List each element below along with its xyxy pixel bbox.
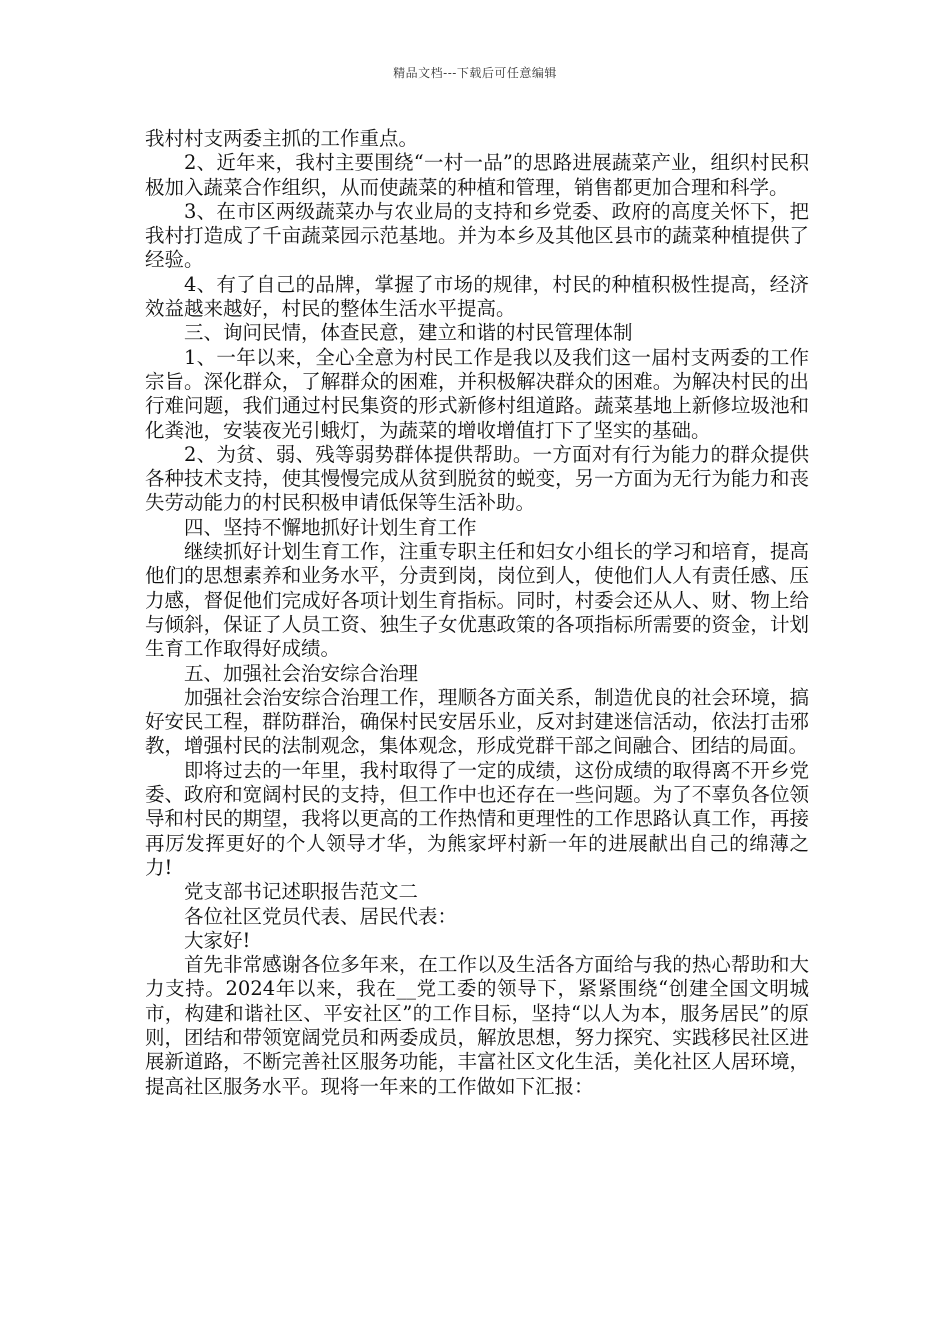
paragraph-continuation: 我村村支两委主抓的工作重点。 <box>145 127 419 150</box>
paragraph-item-2: 2、近年来，我村主要围绕“一村一品”的思路进展蔬菜产业，组织村民积极加入蔬菜合作组织，从而使蔬菜的种植和管理，销售都更加合理和科学。 <box>145 151 809 199</box>
greeting: 大家好! <box>184 928 251 952</box>
paragraph-public-security: 加强社会治安综合治理工作，理顺各方面关系，制造优良的社会环境，搞好安民工程，群防群治，确保村民安居乐业，反对封建迷信活动，依法打击邪教，增强村民的法制观念，集体观念，形成党群干部之间融合、团结的局面。 <box>145 685 809 758</box>
paragraph-family-planning: 继续抓好计划生育工作，注重专职主任和妇女小组长的学习和培育，提高他们的思想素养和业务水平，分责到岗，岗位到人，使他们人人有责任感、压力感，督促他们完成好各项计划生育指标。同时，村委会还从人、财、物上给与倾斜，保证了人员工资、独生子女优惠政策的各项指标所需要的资金，计划生育工作取得好成绩。 <box>145 540 809 661</box>
salutation: 各位社区党员代表、居民代表： <box>184 904 458 928</box>
sample-title-2: 党支部书记述职报告范文二 <box>184 880 419 904</box>
paragraph-item-4: 4、有了自己的品牌，掌握了市场的规律，村民的种植积极性提高，经济效益越来越好，村民的整体生活水平提高。 <box>145 272 809 321</box>
section-heading-3: 三、询问民情，体查民意，建立和谐的村民管理体制 <box>184 321 633 345</box>
paragraph-intro: 首先非常感谢各位多年来，在工作以及生活各方面给与我的热心帮助和大力支持。2024年以来，我在__党工委的领导下，紧紧围绕“创建全国文明城市，构建和谐社区、平安社区”的工作目标，坚持“以人为本，服务居民”的原则，团结和带领宽阔党员和两委成员，解放思想，努力探究、实践移民社区进展新道路，不断完善社区服务功能，丰富社区文化生活，美化社区人居环境，提高社区服务水平。现将一年来的工作做如下汇报： <box>145 953 809 1098</box>
paragraph-conclusion: 即将过去的一年里，我村取得了一定的成绩，这份成绩的取得离不开乡党委、政府和宽阔村民的支持，但工作中也还存在一些问题。为了不辜负各位领导和村民的期望，我将以更高的工作热情和更理性的工作思路认真工作，再接再厉发挥更好的个人领导才华，为熊家坪村新一年的进展献出自己的绵薄之力! <box>145 758 809 879</box>
page-header: 精品文档---下载后可任意编辑 <box>393 66 557 80</box>
section-heading-5: 五、加强社会治安综合治理 <box>184 661 419 685</box>
document-body <box>145 127 809 1099</box>
paragraph-item-1: 1、一年以来，全心全意为村民工作是我以及我们这一届村支两委的工作宗旨。深化群众，了解群众的困难，并积极解决群众的困难。为解决村民的出行难问题，我们通过村民集资的形式新修村组道路。蔬菜基地上新修垃圾池和化粪池，安装夜光引蛾灯，为蔬菜的增收增值打下了坚实的基础。 <box>145 345 809 442</box>
paragraph-item-3: 3、在市区两级蔬菜办与农业局的支持和乡党委、政府的高度关怀下，把我村打造成了千亩蔬菜园示范基地。并为本乡及其他区县市的蔬菜种植提供了经验。 <box>145 199 809 272</box>
paragraph-item-2b: 2、为贫、弱、残等弱势群体提供帮助。一方面对有行为能力的群众提供各种技术支持，使其慢慢完成从贫到脱贫的蜕变，另一方面为无行为能力和丧失劳动能力的村民积极申请低保等生活补助。 <box>145 442 809 515</box>
section-heading-4: 四、坚持不懈地抓好计划生育工作 <box>184 515 477 539</box>
